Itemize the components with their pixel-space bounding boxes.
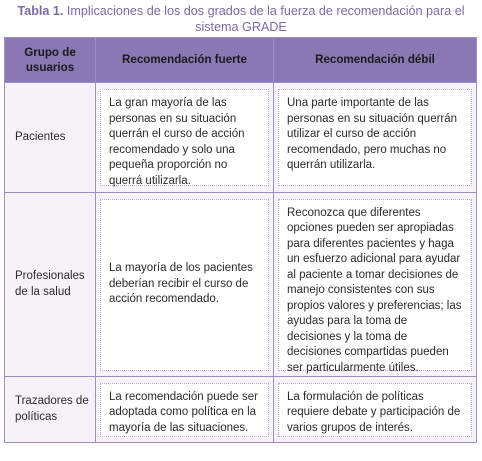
weak-text: Reconozca que diferentes opciones pueden ser apropiadas para diferentes pacientes y haga un esfuerzo adicional para ayudar al paciente a tomar decisiones de manejo consistentes con sus propios valores y preferencias; las ayudas para la toma de decisiones y la toma de decisiones compartidas pueden ser particularmente útiles.	[287, 206, 462, 374]
weak-text: La formulación de políticas requiere debate y participación de varios grupos de interés.	[287, 390, 461, 434]
caption-prefix: Tabla 1.	[17, 4, 67, 18]
strong-cell	[96, 377, 274, 443]
row-group-label: Trazadores de políticas	[5, 377, 96, 443]
caption-text: Implicaciones de los dos grados de la fuerza de recomendación para el sistema GRADE	[66, 4, 465, 34]
strong-cell	[96, 83, 274, 193]
weak-cell	[274, 193, 477, 377]
row-group-label: Pacientes	[5, 83, 96, 193]
header-group: Grupo de usuarios	[5, 38, 96, 83]
header-row	[5, 38, 477, 83]
strong-cell	[96, 193, 274, 377]
header-weak: Recomendación débil	[274, 38, 477, 83]
table-row	[5, 83, 477, 193]
table-row	[5, 377, 477, 443]
strong-text: La gran mayoría de las personas en su situación querrán el curso de acción recomendado y solo una pequeña proporción no querrá utilizarla.	[109, 97, 245, 187]
table-row	[5, 193, 477, 377]
table-caption	[0, 3, 482, 35]
row-group-label: Profesionales de la salud	[5, 193, 96, 377]
strong-text: La recomendación puede ser adoptada como política en la mayoría de las situaciones.	[109, 390, 258, 434]
header-strong: Recomendación fuerte	[96, 38, 274, 83]
strong-text: La mayoría de los pacientes deberían recibir el curso de acción recomendado.	[109, 262, 253, 306]
weak-cell	[274, 83, 477, 193]
grade-recommendation-table	[4, 37, 477, 443]
weak-text: Una parte importante de las personas en su situación querrán utilizar el curso de acción recomendado, pero muchas no querrán utilizarla.	[287, 97, 458, 171]
weak-cell	[274, 377, 477, 443]
